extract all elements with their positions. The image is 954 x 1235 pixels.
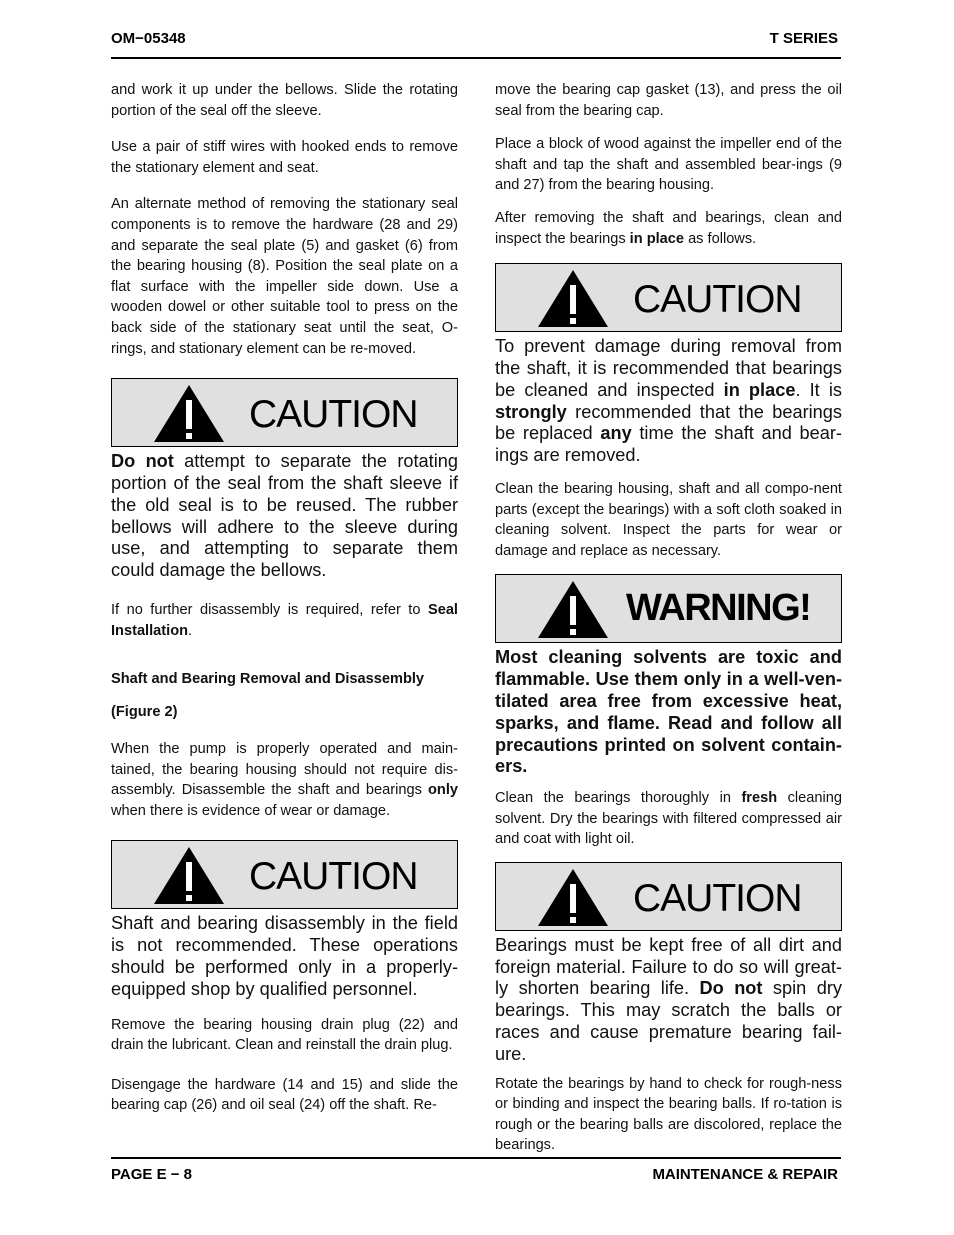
caution-text: To prevent damage during removal from the shaft, it is recommended that bearings be cleaned and inspected in place. It is strongly recommended that the bearings be replaced any time the shaft and bear-ings are removed. xyxy=(495,336,842,466)
section-subheading: Shaft and Bearing Removal and Disassembly xyxy=(111,671,425,688)
caution-text: Bearings must be kept free of all dirt and foreign material. Failure to do so will great-ly shorten bearing life. Do not spin dry bearings. This may scratch the balls or races and cause premature bearing fail-ure. xyxy=(495,934,842,1064)
paragraph: Use a pair of stiff wires with hooked ends to remove the stationary element and seat. xyxy=(111,139,458,176)
caution-box xyxy=(495,862,842,931)
exclamation-triangle-icon xyxy=(152,383,226,443)
paragraph: Clean the bearings thoroughly in fresh cleaning solvent. Dry the bearings with filtered compressed air and coat with light oil. xyxy=(495,790,842,848)
caution-box xyxy=(495,263,842,332)
paragraph: and work it up under the bellows. Slide the rotating portion of the seal off the sleeve. xyxy=(111,82,458,119)
figure-reference: (Figure 2) xyxy=(111,704,178,721)
warning-label: WARNING! xyxy=(626,587,811,630)
warning-text: Most cleaning solvents are toxic and flammable. Use them only in a well-ven-tilated area free from excessive heat, sparks, and flame. Read and follow all precautions printed on solvent contain-ers. xyxy=(495,647,842,777)
exclamation-triangle-icon xyxy=(536,579,610,639)
paragraph: move the bearing cap gasket (13), and press the oil seal from the bearing cap. xyxy=(495,82,842,119)
caution-label: CAUTION xyxy=(249,855,418,899)
paragraph: Rotate the bearings by hand to check for rough-ness or binding and inspect the bearing balls. If ro-tation is rough or the bearing balls are discolored, replace the bearings. xyxy=(495,1075,842,1154)
exclamation-triangle-icon xyxy=(536,268,610,328)
caution-box xyxy=(111,378,458,447)
caution-label: CAUTION xyxy=(633,278,802,322)
section-name: MAINTENANCE & REPAIR xyxy=(652,1166,838,1183)
exclamation-triangle-icon xyxy=(536,867,610,927)
header-rule xyxy=(111,57,841,59)
paragraph: Clean the bearing housing, shaft and all compo-nent parts (except the bearings) with a soft cloth soaked in cleaning solvent. Inspect the parts for wear or damage and replace as necessary. xyxy=(495,480,842,559)
exclamation-triangle-icon xyxy=(152,845,226,905)
caution-label: CAUTION xyxy=(249,393,418,437)
caution-box xyxy=(111,840,458,909)
paragraph: An alternate method of removing the stationary seal components is to remove the hardware (28 and 29) and separate the seal plate (5) and gasket (6) from the bearing housing (8). Position the seal plate on a flat surface with the impeller side down. Use a wooden dowel or other suitable tool to press on the back side of the stationary seat until the seat, O-rings, and stationary element can be re-moved. xyxy=(111,196,458,357)
document-number: OM−05348 xyxy=(111,30,186,47)
left-column xyxy=(111,80,458,1132)
page-number: PAGE E − 8 xyxy=(111,1166,193,1183)
paragraph: If no further disassembly is required, refer to Seal Installation. xyxy=(111,601,458,639)
right-column xyxy=(495,80,842,1172)
series-label: T SERIES xyxy=(769,30,838,47)
paragraph: Disengage the hardware (14 and 15) and slide the bearing cap (26) and oil seal (24) off the shaft. Re- xyxy=(111,1076,458,1114)
warning-box xyxy=(495,574,842,643)
caution-text: Shaft and bearing disassembly in the field is not recommended. These operations should be performed only in a properly-equipped shop by qualified personnel. xyxy=(111,913,458,999)
caution-label: CAUTION xyxy=(633,876,802,920)
footer-rule xyxy=(111,1157,841,1159)
paragraph: Remove the bearing housing drain plug (22) and drain the lubricant. Clean and reinstall the drain plug. xyxy=(111,1016,458,1054)
paragraph: Place a block of wood against the impeller end of the shaft and tap the shaft and assembled bear-ings (9 and 27) from the bearing housing. xyxy=(495,136,842,194)
paragraph: After removing the shaft and bearings, clean and inspect the bearings in place as follows. xyxy=(495,209,842,247)
paragraph: When the pump is properly operated and main-tained, the bearing housing should not require dis-assembly. Disassemble the shaft and bearings only when there is evidence of wear or damage. xyxy=(111,741,458,819)
caution-text: Do not attempt to separate the rotating portion of the seal from the shaft sleeve if the old seal is to be reused. The rubber bellows will adhere to the sleeve during use, and attempting to separate them could damage the bellows. xyxy=(111,451,458,581)
